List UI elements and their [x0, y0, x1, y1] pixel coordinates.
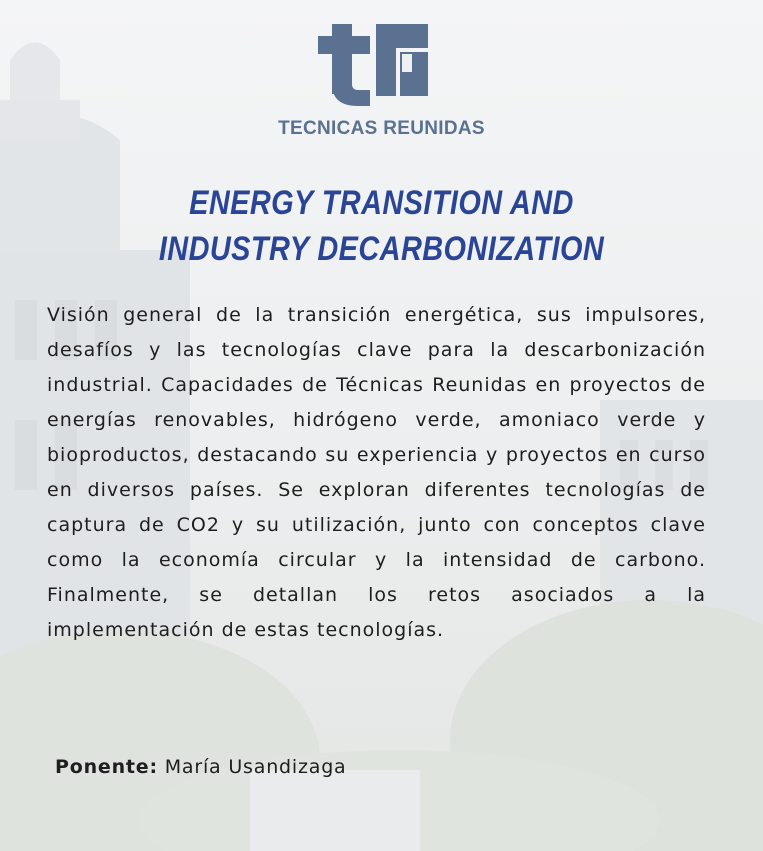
- speaker-label: Ponente:: [55, 756, 158, 778]
- event-description: Visión general de la transición energética, sus impulsores, desafíos y las tecnologías clave para la descarbonización industrial. Capacidades de Técnicas Reunidas en proyectos de energías renovables, hidrógeno verde, amoniaco verde y bioproductos, destacando su experiencia y proyectos en curso en diversos países. Se exploran diferentes tecnologías de captura de CO2 y su utilización, junto con conceptos clave como la economía circular y la intensidad de carbono. Finalmente, se detallan los retos asociados a la implementación de estas tecnologías.: [47, 304, 706, 641]
- speaker-name: María Usandizaga: [164, 756, 347, 778]
- event-title-line-2: INDUSTRY DECARBONIZATION: [158, 230, 605, 268]
- event-title: [57, 180, 706, 272]
- brand-name: TECNICAS REUNIDAS: [278, 118, 485, 139]
- event-title-line-1: ENERGY TRANSITION AND: [189, 184, 574, 222]
- speaker-info: [55, 756, 347, 778]
- tr-monogram-logo-icon: [318, 24, 428, 112]
